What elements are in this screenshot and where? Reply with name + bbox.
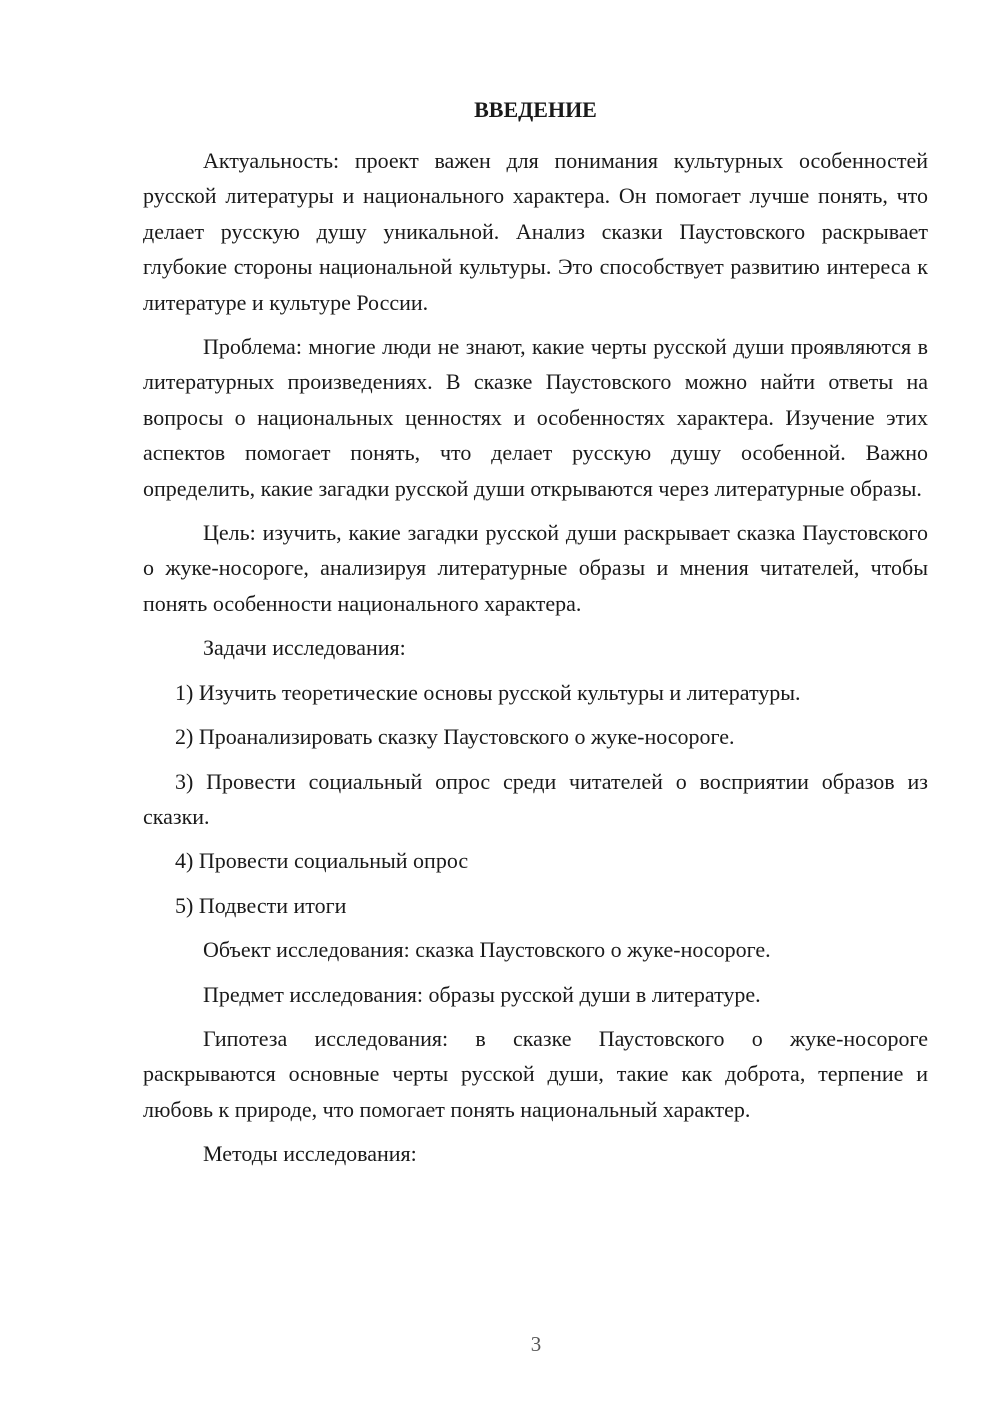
subject-paragraph: Предмет исследования: образы русской души в литературе. — [203, 981, 761, 1007]
document-page — [143, 95, 928, 1181]
goal-paragraph: Цель: изучить, какие загадки русской души раскрывает сказка Паустовского о жуке-носороге, анализируя литературные образы и мнения читателей, чтобы понять особенности национального характера. — [143, 520, 928, 616]
page-number: 3 — [530, 1332, 542, 1356]
methods-heading: Методы исследования: — [203, 1141, 417, 1167]
hypothesis-paragraph: Гипотеза исследования: в сказке Паустовского о жуке-носороге раскрываются основные черты русской души, такие как доброта, терпение и любовь к природе, что помогает понять национальный характер. — [143, 1025, 928, 1122]
task-item-1: 1) Изучить теоретические основы русской культуры и литературы. — [175, 679, 801, 705]
tasks-heading: Задачи исследования: — [203, 635, 406, 661]
problem-paragraph: Проблема: многие люди не знают, какие черты русской души проявляются в литературных произведениях. В сказке Паустовского можно найти ответы на вопросы о национальных ценностях и особенностях характера. Изучение этих аспектов помогает понять, что делает русскую душу особенной. Важно определить, какие загадки русской души открываются через литературные образы. — [143, 334, 928, 501]
task-item-3: 3) Провести социальный опрос среди читателей о восприятии образов из сказки. — [143, 768, 928, 829]
task-item-4: 4) Провести социальный опрос — [175, 848, 469, 874]
section-title: ВВЕДЕНИЕ — [474, 97, 597, 122]
object-paragraph: Объект исследования: сказка Паустовского о жуке-носороге. — [203, 937, 771, 963]
task-item-2: 2) Проанализировать сказку Паустовского о жуке-носороге. — [175, 724, 735, 750]
task-item-5: 5) Подвести итоги — [175, 892, 347, 918]
relevance-paragraph: Актуальность: проект важен для понимания культурных особенностей русской литературы и национального характера. Он помогает лучше понять, что делает русскую душу уникальной. Анализ сказки Паустовского раскрывает глубокие стороны национальной культуры. Это способствует развитию интереса к литературе и культуре России. — [143, 148, 928, 315]
